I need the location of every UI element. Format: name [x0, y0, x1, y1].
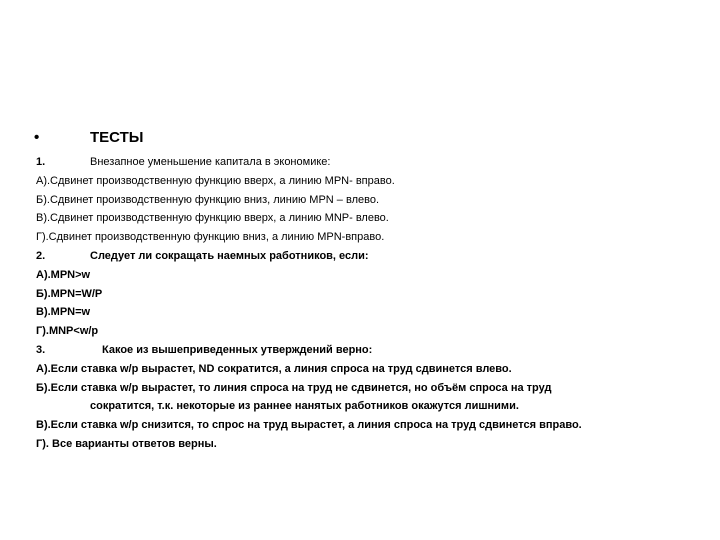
slide-title: ТЕСТЫ	[90, 129, 144, 146]
answer-option: Г).MNP<w/p	[36, 325, 99, 338]
answer-option: А).Сдвинет производственную функцию вверх, а линию MPN- вправо.	[36, 174, 395, 187]
question-text: Следует ли сокращать наемных работников, если:	[90, 249, 369, 262]
question-number: 1.	[36, 156, 46, 168]
answer-option: А).Если ставка w/p вырастет, ND сократится, а линия спроса на труд сдвинется влево.	[36, 362, 512, 375]
question-text: Внезапное уменьшение капитала в экономике:	[90, 156, 331, 168]
answer-option: В).Если ставка w/p снизится, то спрос на труд вырастет, а линия спроса на труд сдвинется вправо.	[36, 419, 582, 432]
question-1	[36, 153, 712, 172]
answer-option-continuation: сократится, т.к. некоторые из раннее нанятых работников окажутся лишними.	[90, 400, 519, 413]
answer-option: В).MPN=w	[36, 306, 91, 319]
question-2	[36, 247, 712, 266]
answer-option: Б).Сдвинет производственную функцию вниз, линию MPN – влево.	[36, 193, 380, 206]
answer-option: Г).Сдвинет производственную функцию вниз, а линию MPN-вправо.	[36, 231, 385, 244]
answer-option: Б).Если ставка w/p вырастет, то линия спроса на труд не сдвинется, но объём спроса на труд	[36, 381, 552, 394]
question-3	[36, 341, 712, 360]
answer-option: Г). Все варианты ответов верны.	[36, 437, 217, 450]
bullet-icon: •	[34, 129, 40, 146]
answer-option: В).Сдвинет производственную функцию вверх, а линию MNP- влево.	[36, 212, 389, 225]
answer-option: А).MPN>w	[36, 268, 91, 281]
question-number: 3.	[36, 343, 46, 356]
test-content	[36, 153, 712, 454]
question-text: Какое из вышеприведенных утверждений верно:	[102, 343, 373, 356]
answer-option: Б).MPN=W/P	[36, 287, 103, 300]
question-number: 2.	[36, 249, 46, 262]
